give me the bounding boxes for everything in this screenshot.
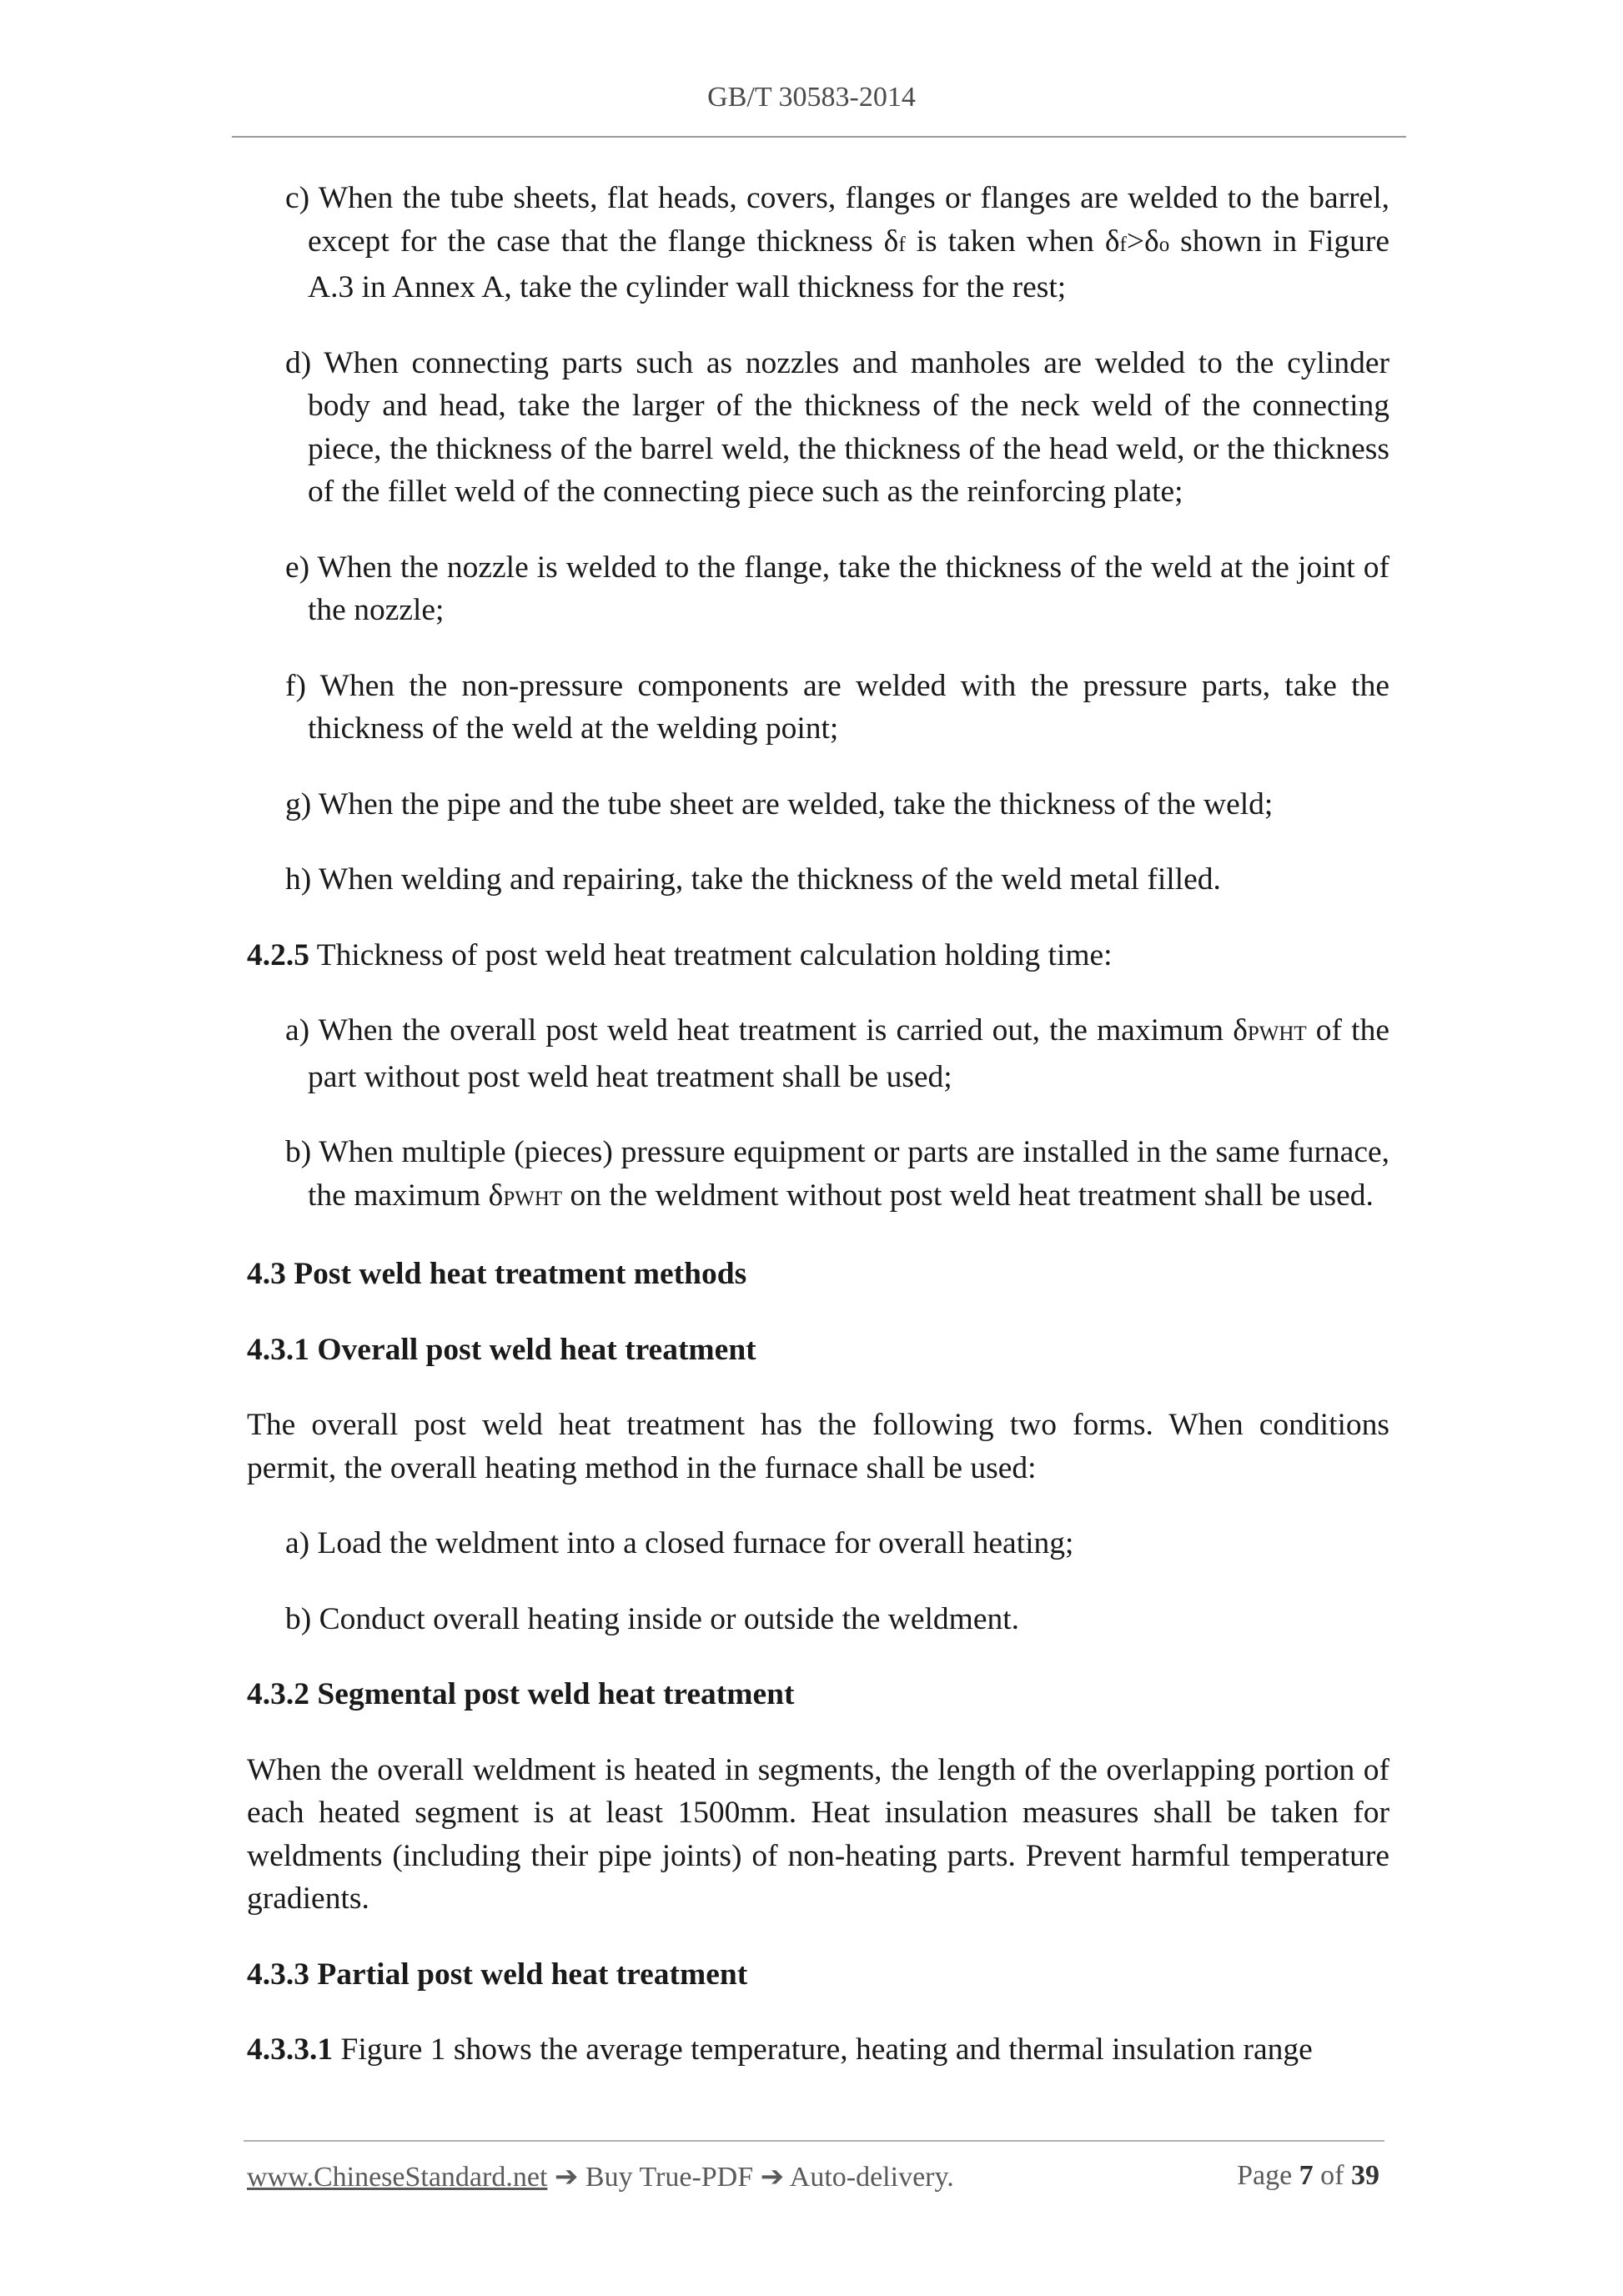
clause-4-3-3-1: 4.3.3.1 Figure 1 shows the average temperature, heating and thermal insulation range [247,2032,1313,2067]
auto-delivery-text: Auto-delivery. [789,2162,954,2193]
list-item-c: c) When the tube sheets, flat heads, covers, flanges or flanges are welded to the barrel, except for the case that the flange thickness δf is taken when δf>δo shown in Figure A.3 in Annex A, take the cylinder wall thickness for the rest; [285,181,1390,304]
clause-number: 4.3.3.1 [247,2032,334,2067]
list-item-4-3-1-b: b) Conduct overall heating inside or outside the weldment. [285,1601,1020,1636]
arrow-right-icon: ➔ [760,2162,785,2193]
section-heading-4-3: 4.3 Post weld heat treatment methods [247,1257,747,1291]
list-item-e: e) When the nozzle is welded to the flange, take the thickness of the weld at the joint of the nozzle; [285,550,1389,627]
section-heading-4-3-3: 4.3.3 Partial post weld heat treatment [247,1957,748,1992]
list-item-h: h) When welding and repairing, take the thickness of the weld metal filled. [285,862,1221,897]
footer-divider [244,2140,1384,2142]
list-item-f: f) When the non-pressure components are welded with the pressure parts, take the thickness of the weld at the welding point; [285,668,1389,746]
clause-number: 4.2.5 [247,937,309,972]
paragraph-4-3-1: The overall post weld heat treatment has the following two forms. When conditions permit, the overall heating method in the furnace shall be used: [247,1408,1389,1485]
header-divider [232,136,1406,138]
section-heading-4-3-1: 4.3.1 Overall post weld heat treatment [247,1332,756,1367]
buy-pdf-text: Buy True-PDF [585,2162,754,2193]
list-item-4-2-5-a: a) When the overall post weld heat treatment is carried out, the maximum δPWHT of the part without post weld heat treatment shall be used; [285,1013,1389,1094]
site-link[interactable]: www.ChineseStandard.net [247,2162,548,2193]
section-heading-4-3-2: 4.3.2 Segmental post weld heat treatment [247,1677,795,1711]
page-number: Page 7 of 39 [1237,2160,1379,2191]
page-header: GB/T 30583-2014 [707,82,916,113]
list-item-4-2-5-b: b) When multiple (pieces) pressure equipment or parts are installed in the same furnace, the maximum δPWHT on the weldment without post weld heat treatment shall be used. [285,1135,1389,1213]
list-item-d: d) When connecting parts such as nozzles and manholes are welded to the cylinder body and head, take the larger of the thickness of the neck weld of the connecting piece, the thickness of the barrel weld, the thickness of the head weld, or the thickness of the fillet weld of the connecting piece such as the reinforcing plate; [285,345,1389,509]
footer-left [247,2160,954,2193]
paragraph-4-3-2: When the overall weldment is heated in segments, the length of the overlapping portion of each heated segment is at least 1500mm. Heat insulation measures shall be taken for weldments (including their pipe joints) of non-heating parts. Prevent harmful temperature gradients. [247,1752,1389,1916]
arrow-right-icon: ➔ [554,2162,579,2193]
clause-4-2-5: 4.2.5 Thickness of post weld heat treatment calculation holding time: [247,937,1113,972]
total-pages: 39 [1351,2160,1379,2191]
list-item-g: g) When the pipe and the tube sheet are welded, take the thickness of the weld; [285,786,1274,821]
document-body [247,177,1389,2104]
current-page: 7 [1299,2160,1314,2191]
list-item-4-3-1-a: a) Load the weldment into a closed furnace for overall heating; [285,1526,1074,1560]
